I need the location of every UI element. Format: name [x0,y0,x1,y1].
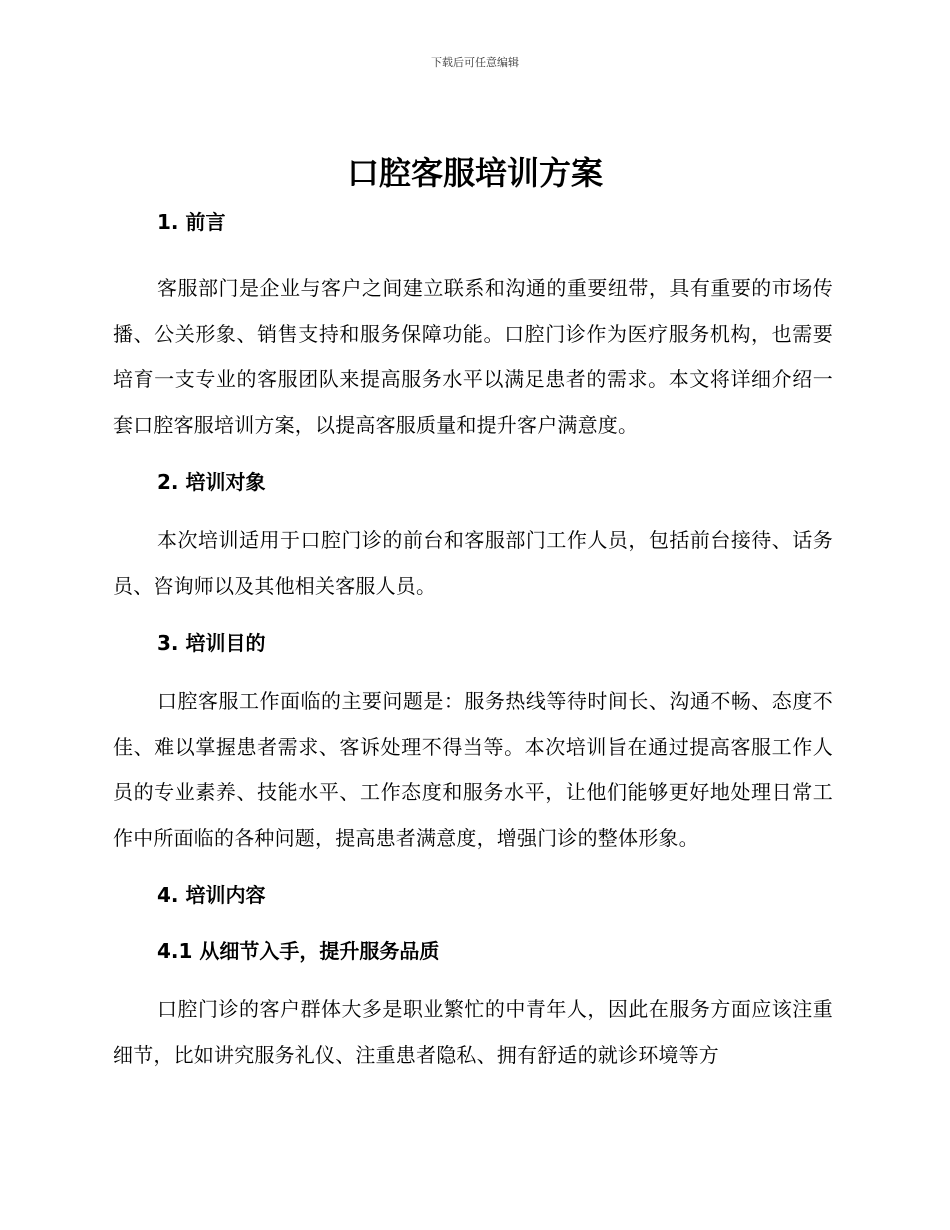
header-note: 下载后可任意编辑 [431,56,519,69]
subsection-paragraph-details: 口腔门诊的客户群体大多是职业繁忙的中青年人，因此在服务方面应该注重细节，比如讲究服务礼仪、注重患者隐私、拥有舒适的就诊环境等方 [113,997,833,1067]
section-heading-intro: 1. 前言 [157,210,226,234]
section-heading-content: 4. 培训内容 [157,883,266,907]
section-heading-purpose: 3. 培训目的 [157,631,266,655]
section-paragraph-intro: 客服部门是企业与客户之间建立联系和沟通的重要纽带，具有重要的市场传播、公关形象、销售支持和服务保障功能。口腔门诊作为医疗服务机构，也需要培育一支专业的客服团队来提高服务水平以满足患者的需求。本文将详细介绍一套口腔客服培训方案，以提高客服质量和提升客户满意度。 [113,276,833,437]
document-title: 口腔客服培训方案 [346,154,603,192]
document-body [113,200,833,1078]
section-paragraph-audience: 本次培训适用于口腔门诊的前台和客服部门工作人员，包括前台接待、话务员、咨询师以及其他相关客服人员。 [113,528,833,598]
section-heading-audience: 2. 培训对象 [157,470,266,494]
section-paragraph-purpose: 口腔客服工作面临的主要问题是：服务热线等待时间长、沟通不畅、态度不佳、难以掌握患者需求、客诉处理不得当等。本次培训旨在通过提高客服工作人员的专业素养、技能水平、工作态度和服务水平，让他们能够更好地处理日常工作中所面临的各种问题，提高患者满意度，增强门诊的整体形象。 [113,689,833,850]
subsection-heading-details: 4.1 从细节入手，提升服务品质 [157,939,440,963]
